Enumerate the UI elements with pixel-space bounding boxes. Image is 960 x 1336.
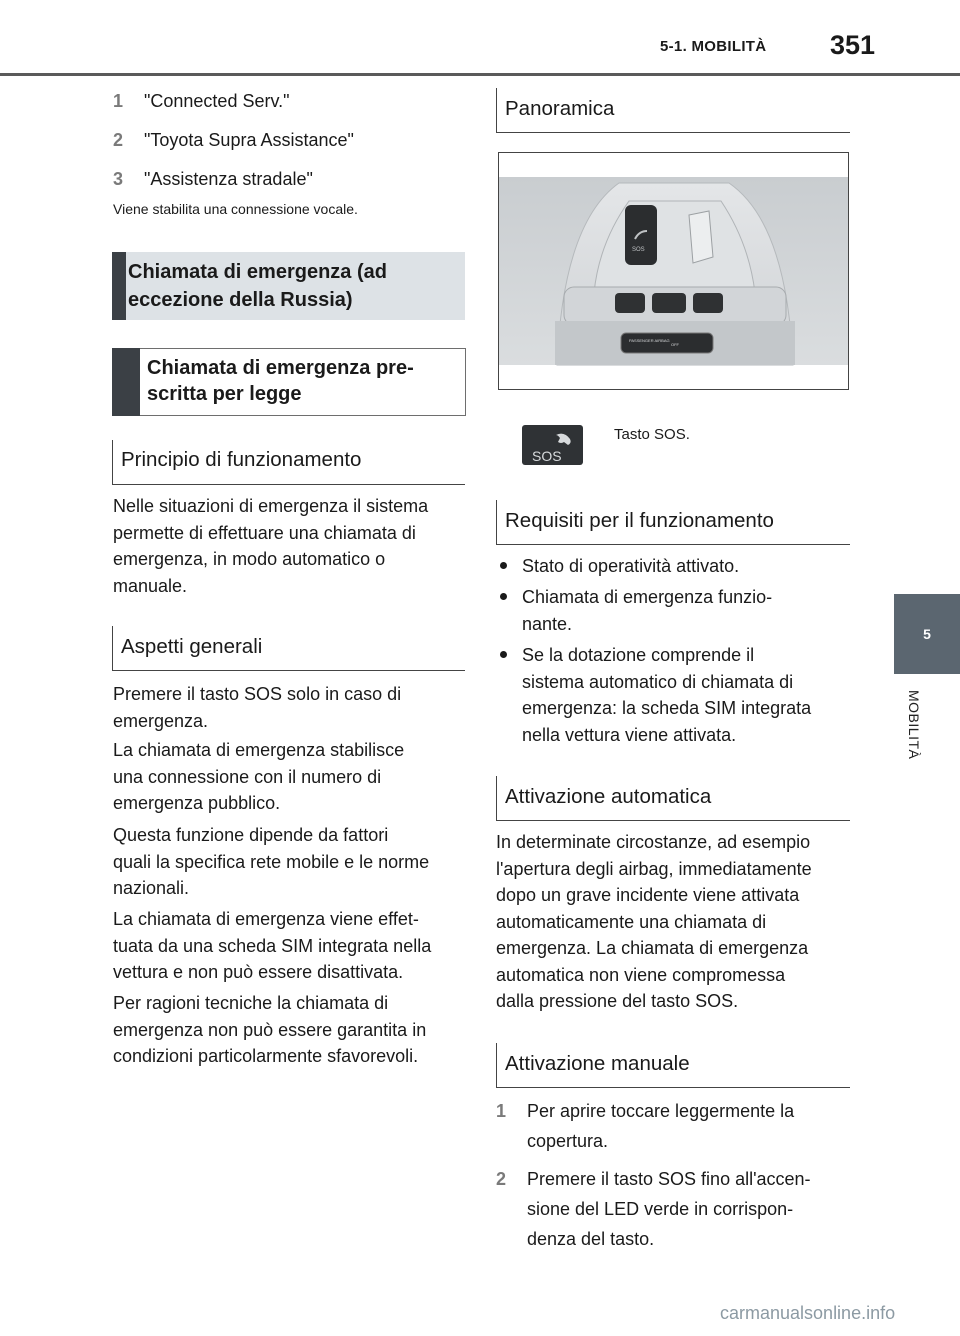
- overview-heading: Panoramica: [496, 88, 614, 132]
- menu-item-number: 3: [113, 169, 124, 189]
- general-paragraph-1: Premere il tasto SOS solo in caso di emergenza.: [113, 684, 402, 731]
- airbag-panel-label: PASSENGER AIRBAG: [629, 338, 670, 343]
- header-rule: [0, 73, 960, 76]
- menu-item-text: "Toyota Supra Assistance": [144, 130, 354, 150]
- heading-rule: [112, 670, 465, 671]
- heading-rule: [496, 1087, 850, 1088]
- menu-item-1: [113, 88, 290, 114]
- sos-button-label: SOS: [632, 247, 645, 253]
- heading-line: scritta per legge: [147, 383, 302, 405]
- step-number: 1: [496, 1101, 507, 1121]
- heading-rule: [112, 484, 465, 485]
- sos-button-shape: [625, 205, 657, 265]
- chapter-side-label: MOBILITÀ: [906, 690, 922, 760]
- sos-key-label: SOS: [532, 448, 562, 464]
- general-paragraph-3: Questa funzione dipende da fattori quali la specifica rete mobile e le norme nazionali.: [113, 825, 430, 898]
- heading-line: eccezione della Russia): [128, 289, 353, 311]
- menu-item-number: 2: [113, 130, 124, 150]
- manual-step-2: 2 Premere il tasto SOS fino all'accen- sione del LED verde in corrispon- denza del tasto.: [496, 1164, 811, 1254]
- requirement-item-1: Stato di operatività attivato.: [522, 556, 740, 576]
- bullet-icon: [500, 651, 507, 658]
- menu-item-number: 1: [113, 91, 124, 111]
- heading-rule: [496, 544, 850, 545]
- watermark[interactable]: carmanualsonline.info: [720, 1303, 896, 1323]
- requirement-item-3: Se la dotazione comprende il sistema automatico di chiamata di emergenza: la scheda SIM integrata nella vettura viene attivata.: [522, 645, 812, 745]
- requirement-item-2: Chiamata di emergenza funzio- nante.: [522, 587, 773, 634]
- heading-line: Chiamata di emergenza pre-: [147, 357, 414, 379]
- sos-caption: Tasto SOS.: [614, 426, 690, 443]
- heading-box-legal-call: [112, 348, 466, 416]
- bullet-icon: [500, 562, 507, 569]
- overhead-console-illustration: [499, 153, 848, 389]
- voice-note: Viene stabilita una connessione vocale.: [113, 201, 358, 217]
- heading-rule: [496, 820, 850, 821]
- overhead-console-figure: [498, 152, 849, 390]
- principle-heading: Principio di funzionamento: [112, 440, 361, 484]
- general-heading: Aspetti generali: [112, 626, 262, 670]
- step-number: 2: [496, 1169, 507, 1189]
- requirements-heading: Requisiti per il funzionamento: [496, 500, 774, 544]
- manual-activation-heading: Attivazione manuale: [496, 1043, 690, 1087]
- airbag-panel-status: OFF: [671, 342, 679, 347]
- auto-activation-paragraph: In determinate circostanze, ad esempio l'apertura degli airbag, immediatamente dopo un grave incidente viene attivata automaticamente una chiamata di emergenza. La chiamata di emergenza automatica non viene compromessa dalla pressione del tasto SOS.: [496, 832, 812, 1011]
- heading-box-emergency-call: [112, 252, 465, 320]
- page-number: 351: [830, 30, 876, 60]
- menu-item-3: [113, 166, 313, 192]
- auto-activation-heading: Attivazione automatica: [496, 776, 711, 820]
- general-paragraph-5: Per ragioni tecniche la chiamata di emergenza non può essere garantita in condizioni particolarmente sfavorevoli.: [113, 993, 427, 1066]
- general-paragraph-4: La chiamata di emergenza viene effet- tuata da una scheda SIM integrata nella vettura e non può essere disattivata.: [113, 909, 432, 982]
- chapter-tab[interactable]: 5: [894, 594, 960, 674]
- sos-key-icon: [522, 425, 583, 465]
- menu-item-text: "Connected Serv.": [144, 91, 290, 111]
- bullet-icon: [500, 593, 507, 600]
- menu-item-text: "Assistenza stradale": [144, 169, 313, 189]
- heading-rule: [496, 132, 850, 133]
- menu-item-2: [113, 127, 354, 153]
- general-paragraph-2: La chiamata di emergenza stabilisce una connessione con il numero di emergenza pubblico.: [113, 740, 405, 813]
- manual-step-1: 1 Per aprire toccare leggermente la copertura.: [496, 1096, 794, 1156]
- heading-line: Chiamata di emergenza (ad: [128, 261, 387, 283]
- section-title: 5-1. MOBILITÀ: [660, 38, 767, 55]
- principle-paragraph: Nelle situazioni di emergenza il sistema permette di effettuare una chiamata di emergenza, in modo automatico o manuale.: [113, 496, 429, 596]
